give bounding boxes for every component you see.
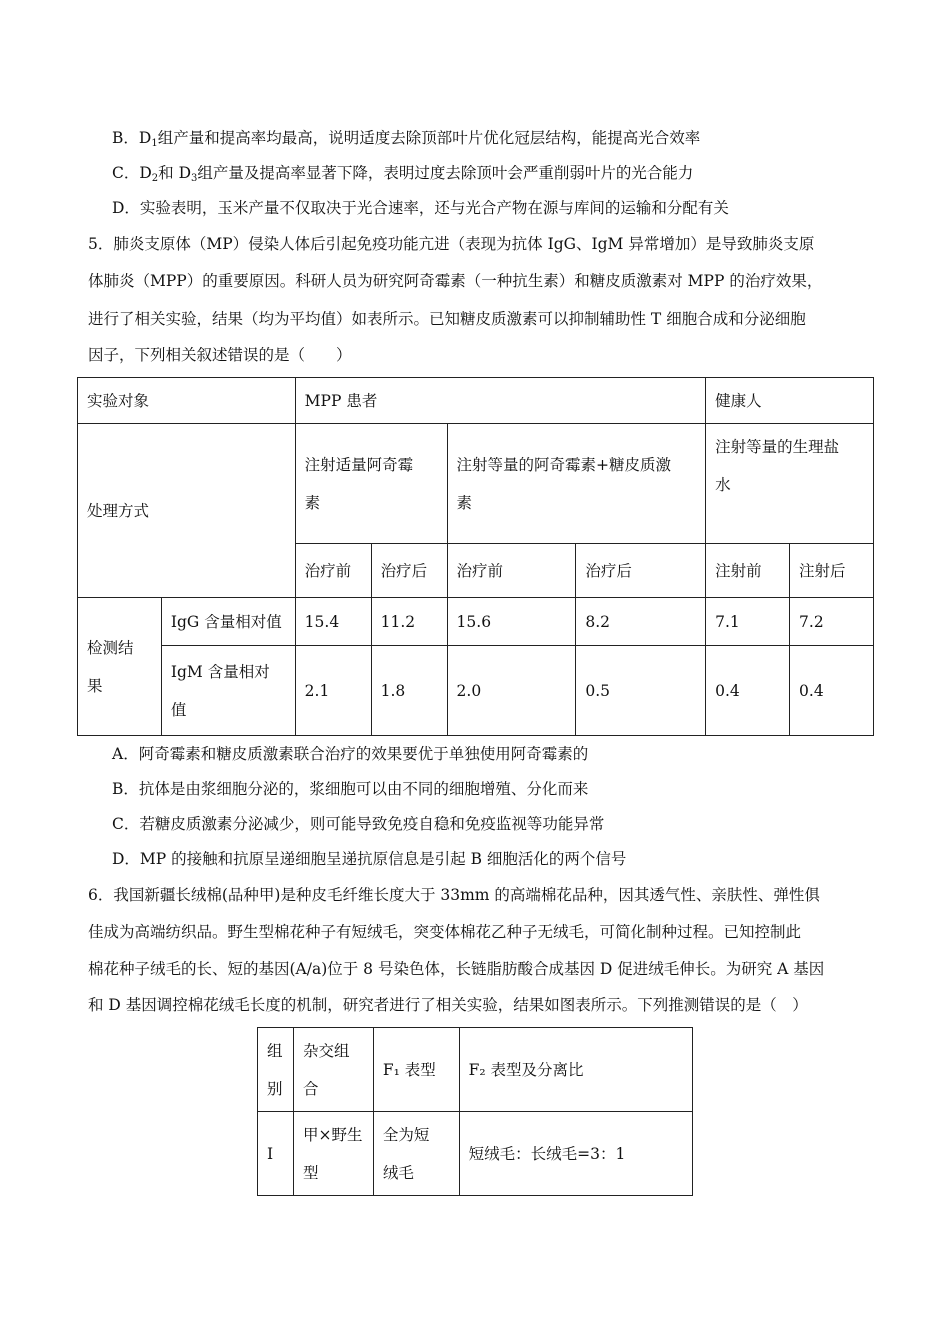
igg-value: 8.2 [576,598,706,646]
q4-option-b: B．$D_1$组产量和提高率均最高，说明适度去除顶部叶片优化冠层结构，能提高光合效率 [112,129,701,149]
q5-stem-line: 5．肺炎支原体（MP）侵染人体后引起免疫功能亢进（表现为抗体 IgG、IgM 异常增加）是导致肺炎支原 [88,235,815,253]
result-label: 检测结 果 [78,598,162,736]
q5-results-table [77,377,874,736]
igm-value: 2.0 [447,646,576,736]
q5-option-b: B．抗体是由浆细胞分泌的，浆细胞可以由不同的细胞增殖、分化而来 [112,780,589,798]
mpp-patient-header: MPP 患者 [295,378,705,424]
igm-value: 0.4 [790,646,874,736]
igm-value: 2.1 [295,646,371,736]
igg-value: 7.1 [706,598,790,646]
q6-stem-line: 棉花种子绒毛的长、短的基因(A/a)位于 8 号染色体，长链脂肪酸合成基因 D 促进绒毛伸长。为研究 A 基因 [88,960,825,978]
igm-label: IgM 含量相对 值 [161,646,295,736]
igm-value: 1.8 [371,646,447,736]
q6-stem-line: 和 D 基因调控棉花绒毛长度的机制，研究者进行了相关实验，结果如图表所示。下列推测错误的是（ ） [88,996,808,1014]
igm-value: 0.5 [576,646,706,736]
f1-cell: 全为短 绒毛 [373,1112,459,1196]
q5-option-d: D．MP 的接触和抗原呈递细胞呈递抗原信息是引起 B 细胞活化的两个信号 [112,850,627,868]
q5-option-a: A．阿奇霉素和糖皮质激素联合治疗的效果要优于单独使用阿奇霉素的 [112,745,589,763]
after-treatment: 治疗后 [371,544,447,598]
q6-stem-line: 6．我国新疆长绒棉(品种甲)是种皮毛纤维长度大于 33mm 的高端棉花品种，因其透气性、亲肤性、弹性俱 [88,886,820,904]
group-cell: I [258,1112,294,1196]
q4-option-d: D．实验表明，玉米产量不仅取决于光合速率，还与光合产物在源与库间的运输和分配有关 [112,199,729,217]
treatment-saline: 注射等量的生理盐 水 [706,424,874,544]
treatment-label: 处理方式 [78,424,296,598]
igm-value: 0.4 [706,646,790,736]
f2-header: F₂ 表型及分离比 [459,1028,692,1112]
treatment-azithromycin: 注射适量阿奇霉 素 [295,424,447,544]
q5-stem-line: 进行了相关实验，结果（均为平均值）如表所示。已知糖皮质激素可以抑制辅助性 T 细胞合成和分泌细胞 [88,310,806,328]
healthy-header: 健康人 [706,378,874,424]
f2-cell: 短绒毛：长绒毛=3：1 [459,1112,692,1196]
igg-value: 15.6 [447,598,576,646]
before-treatment: 治疗前 [295,544,371,598]
igg-value: 7.2 [790,598,874,646]
cross-header: 杂交组 合 [293,1028,373,1112]
q6-stem-line: 佳成为高端纺织品。野生型棉花种子有短绒毛，突变体棉花乙种子无绒毛，可简化制种过程。已知控制此 [88,923,802,941]
q5-stem-line: 因子，下列相关叙述错误的是（ ） [88,346,352,364]
q5-option-c: C．若糖皮质激素分泌减少，则可能导致免疫自稳和免疫监视等功能异常 [112,815,605,833]
q6-cross-table [257,1027,693,1196]
f1-header: F₁ 表型 [373,1028,459,1112]
cross-cell: 甲×野生 型 [293,1112,373,1196]
before-injection: 注射前 [706,544,790,598]
q4-option-c: C．$D_2$和 $D_3$组产量及提高率显著下降，表明过度去除顶叶会严重削弱叶片的光合能力 [112,164,694,184]
subject-label: 实验对象 [78,378,296,424]
after-injection: 注射后 [790,544,874,598]
group-header: 组 别 [258,1028,294,1112]
after-treatment: 治疗后 [576,544,706,598]
before-treatment: 治疗前 [447,544,576,598]
igg-value: 15.4 [295,598,371,646]
igg-value: 11.2 [371,598,447,646]
treatment-combined: 注射等量的阿奇霉素+糖皮质激 素 [447,424,706,544]
igg-label: IgG 含量相对值 [161,598,295,646]
q5-stem-line: 体肺炎（MPP）的重要原因。科研人员为研究阿奇霉素（一种抗生素）和糖皮质激素对 MPP 的治疗效果， [88,272,823,290]
